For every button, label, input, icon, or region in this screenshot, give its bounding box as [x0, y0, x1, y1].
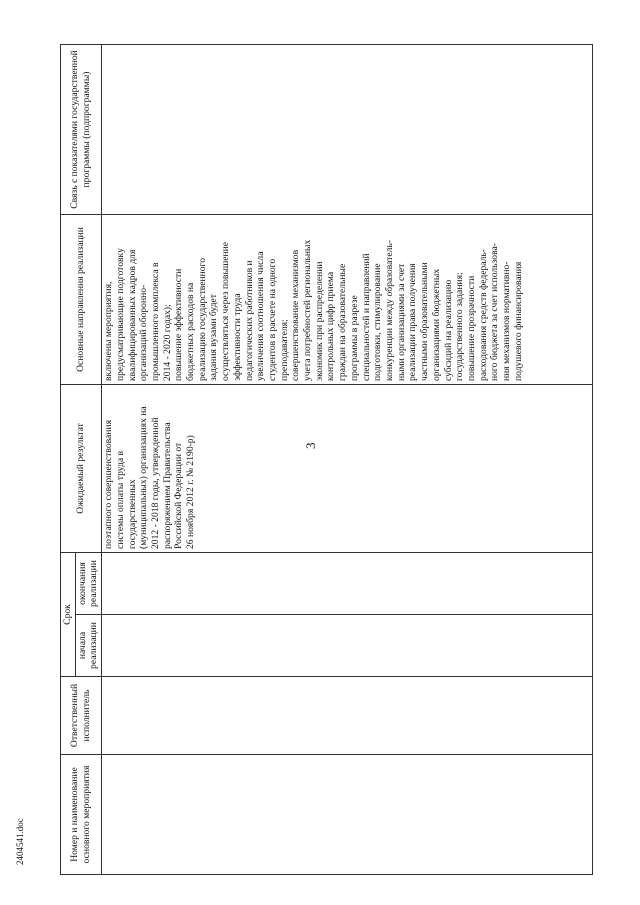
- header-indicators-link: Связь с показателями государственной программы (подпрограммы): [61, 45, 102, 215]
- header-directions: Основные направления реализации: [61, 215, 102, 385]
- cell-expected-result: поэтапного совершенствования системы оплаты труда в государственных (муниципальных) организациях на 2012 - 2018 годы, утвержденной распоряжением Правительства Российской Федерации от 26 ноября 2012 г. № 2190-р): [102, 385, 593, 553]
- cell-directions: включены мероприятия, предусматривающие подготовку квалифицированных кадров для организаций оборонно- промышленного комплекса в 2014 - 2020 годах); повышение эффективности бюджетных расходов на реализацию государственного задания вузами будет осуществляться через повышение эффективности труда педагогических работников и увеличения соотношения числа студентов в расчете на одного преподавателя; совершенствование механизмов учета потребностей региональных экономик при распределении контрольных цифр приема граждан на образовательные программы в разрезе специальностей и направлений подготовки, стимулирование конкуренции между образователь- ными организациями за счет реализации права получения частными образовательными организациями бюджетных субсидий на реализацию государственного задания; повышение прозрачности расходования средств федераль- ного бюджета за счет использова- ния механизмов нормативно- подушевого финансирования: [102, 215, 593, 385]
- page-number: 3: [303, 442, 318, 449]
- cell-period-end: [102, 553, 593, 615]
- cell-responsible: [102, 677, 593, 755]
- measures-table: [60, 44, 593, 875]
- document-code: 2404541.doc: [15, 818, 25, 865]
- cell-period-start: [102, 615, 593, 677]
- header-responsible: Ответственный исполнитель: [61, 677, 102, 755]
- rotated-table-container: [60, 45, 590, 875]
- cell-indicators-link: [102, 45, 593, 215]
- cell-measure-name: [102, 755, 593, 875]
- header-measure-name: Номер и наименование основного мероприятия: [61, 755, 102, 875]
- table-row: [102, 45, 593, 875]
- header-period: Срок: [61, 553, 76, 677]
- header-period-end: окончания реализации: [75, 553, 101, 615]
- header-period-start: начала реализации: [75, 615, 101, 677]
- header-expected-result: Ожидаемый результат: [61, 385, 102, 553]
